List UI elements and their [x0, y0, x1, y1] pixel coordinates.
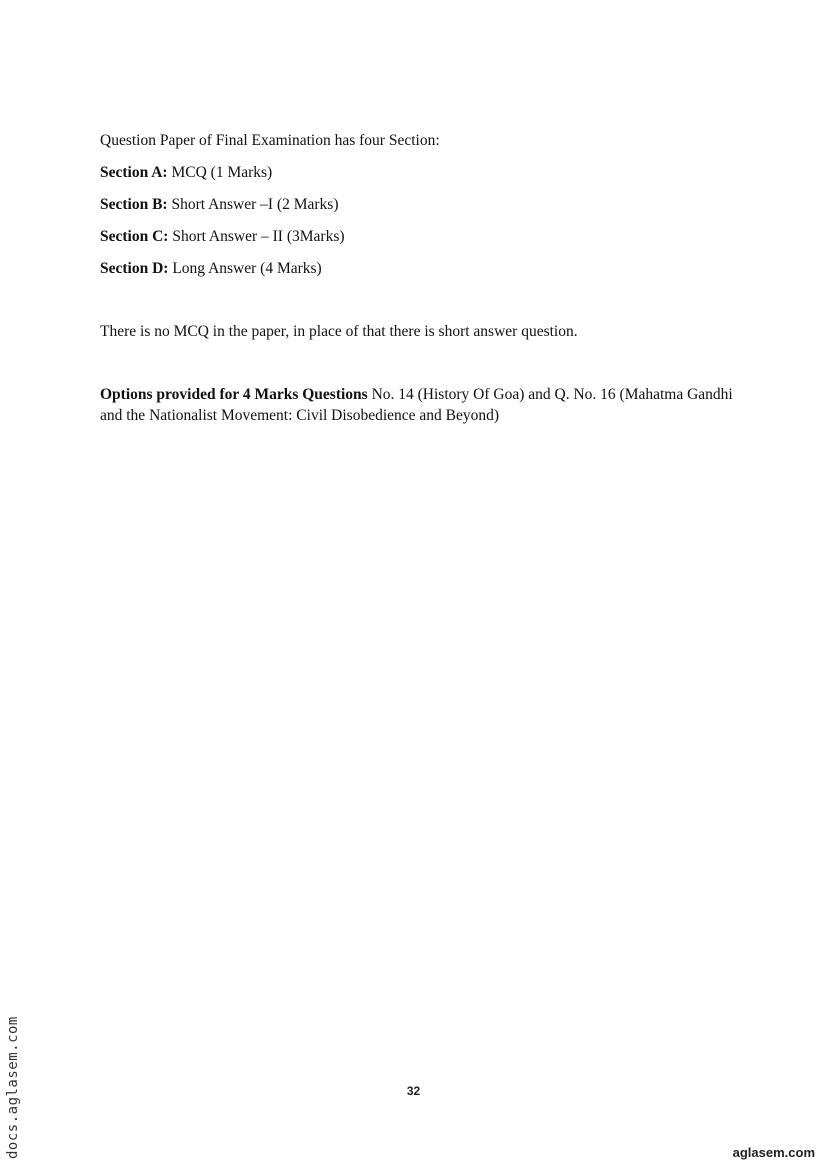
section-c-row — [100, 226, 740, 247]
section-c-label: Section C: — [100, 228, 169, 245]
page-number: 32 — [406, 1084, 421, 1098]
section-b-label: Section B: — [100, 196, 168, 213]
section-d-row — [100, 258, 740, 279]
intro-text: Question Paper of Final Examination has four Section: — [100, 132, 440, 149]
options-paragraph — [100, 384, 740, 426]
section-a-row — [100, 162, 740, 183]
footer-brand: aglasem.com — [732, 1145, 815, 1160]
section-d-text: Long Answer (4 Marks) — [168, 260, 322, 277]
options-text: No. 14 (History Of Goa) and Q. No. 16 (Mahatma Gandhi and the Nationalist Movement: Civil Disobedience and Beyond) — [100, 386, 733, 424]
section-c-text: Short Answer – II (3Marks) — [168, 228, 345, 245]
section-b-row — [100, 194, 740, 215]
section-a-text: MCQ (1 Marks) — [167, 164, 273, 181]
note-text: There is no MCQ in the paper, in place of that there is short answer question. — [100, 323, 578, 340]
section-d-label: Section D: — [100, 260, 169, 277]
section-b-text: Short Answer –I (2 Marks) — [167, 196, 339, 213]
document-body — [100, 130, 740, 437]
side-watermark: docs.aglasem.com — [5, 1016, 21, 1159]
section-a-label: Section A: — [100, 164, 168, 181]
options-label: Options provided for 4 Marks Questions — [100, 386, 368, 403]
